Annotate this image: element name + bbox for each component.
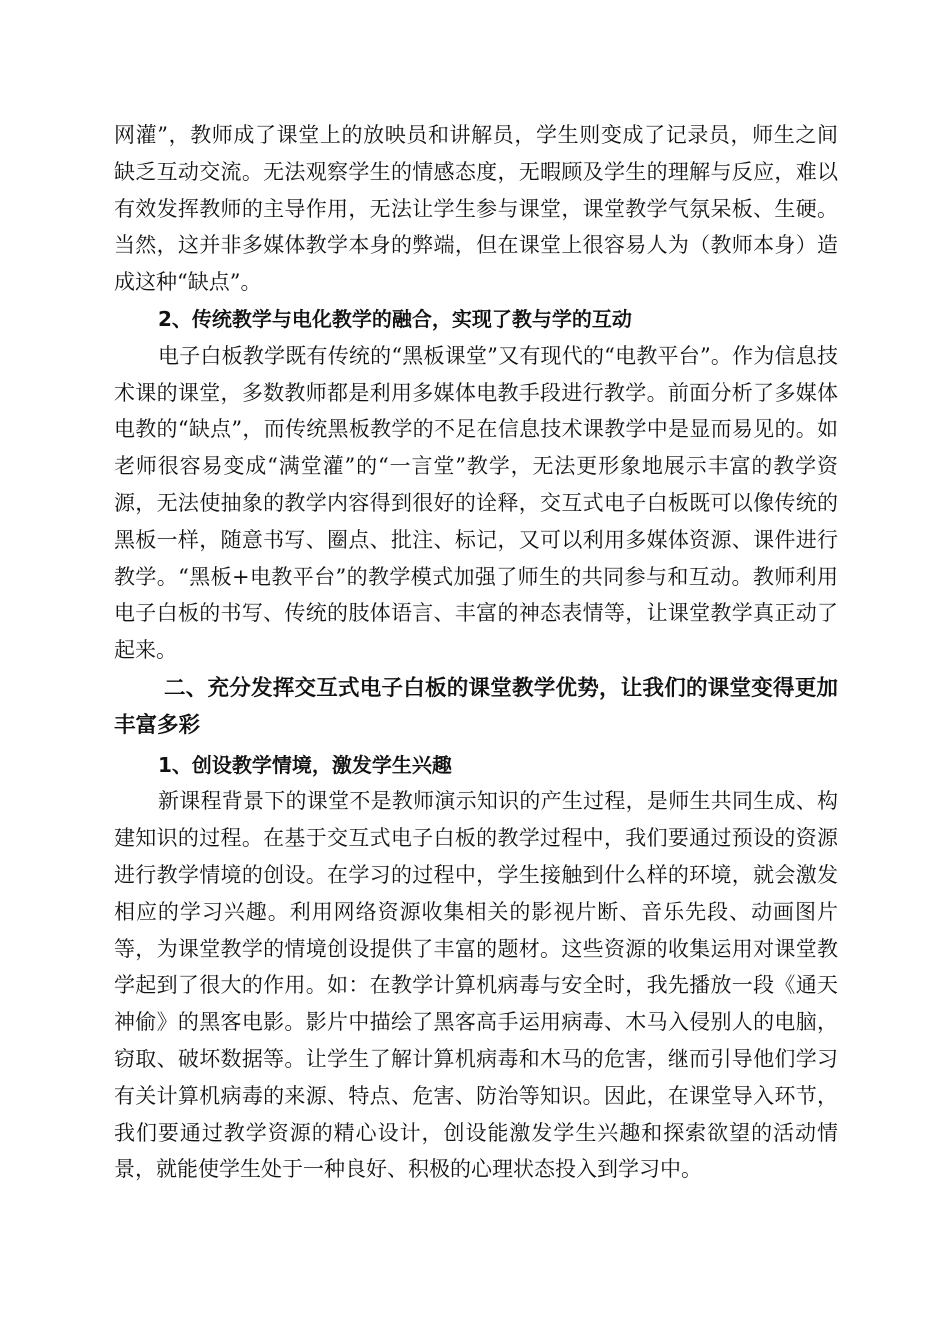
body-paragraph: 电子白板教学既有传统的“黑板课堂”又有现代的“电教平台”。作为信息技术课的课堂，多数教师都是利用多媒体电教手段进行教学。前面分析了多媒体电教的“缺点”，而传统黑板教学的不足在信息技术课教学中是显而易见的。如老师很容易变成“满堂灌”的“一言堂”教学，无法更形象地展示丰富的教学资源，无法使抽象的教学内容得到很好的诠释，交互式电子白板既可以像传统的黑板一样，随意书写、圈点、批注、标记，又可以利用多媒体资源、课件进行教学。“黑板+电教平台”的教学模式加强了师生的共同参与和互动。教师利用电子白板的书写、传统的肢体语言、丰富的神态表情等，让课堂教学真正动了起来。 bbox=[114, 343, 838, 663]
body-paragraph: 新课程背景下的课堂不是教师演示知识的产生过程，是师生共同生成、构建知识的过程。在基于交互式电子白板的教学过程中，我们要通过预设的资源进行教学情境的创设。在学习的过程中，学生接触到什么样的环境，就会激发相应的学习兴趣。利用网络资源收集相关的影视片断、音乐先段、动画图片等，为课堂教学的情境创设提供了丰富的题材。这些资源的收集运用对课堂教学起到了很大的作用。如：在教学计算机病毒与安全时，我先播放一段《通天神偷》的黑客电影。影片中描绘了黑客高手运用病毒、木马入侵别人的电脑，窃取、破坏数据等。让学生了解计算机病毒和木马的危害，继而引导他们学习有关计算机病毒的来源、特点、危害、防治等知识。因此，在课堂导入环节，我们要通过教学资源的精心设计，创设能激发学生兴趣和探索欲望的活动情景，就能使学生处于一种良好、积极的心理状态投入到学习中。 bbox=[114, 789, 838, 1182]
subsection-heading: 1、创设教学情境，激发学生兴趣 bbox=[158, 752, 452, 777]
body-paragraph: 网灌”，教师成了课堂上的放映员和讲解员，学生则变成了记录员，师生之间缺乏互动交流。无法观察学生的情感态度，无暇顾及学生的理解与反应，难以有效发挥教师的主导作用，无法让学生参与课堂，课堂教学气氛呆板、生硬。当然，这并非多媒体教学本身的弊端，但在课堂上很容易人为（教师本身）造成这种“缺点”。 bbox=[114, 123, 838, 295]
document-page bbox=[114, 117, 838, 1188]
subsection-heading: 2、传统教学与电化教学的融合，实现了教与学的互动 bbox=[158, 306, 632, 331]
section-heading: 二、充分发挥交互式电子白板的课堂教学优势，让我们的课堂变得更加丰富多彩 bbox=[114, 675, 838, 738]
